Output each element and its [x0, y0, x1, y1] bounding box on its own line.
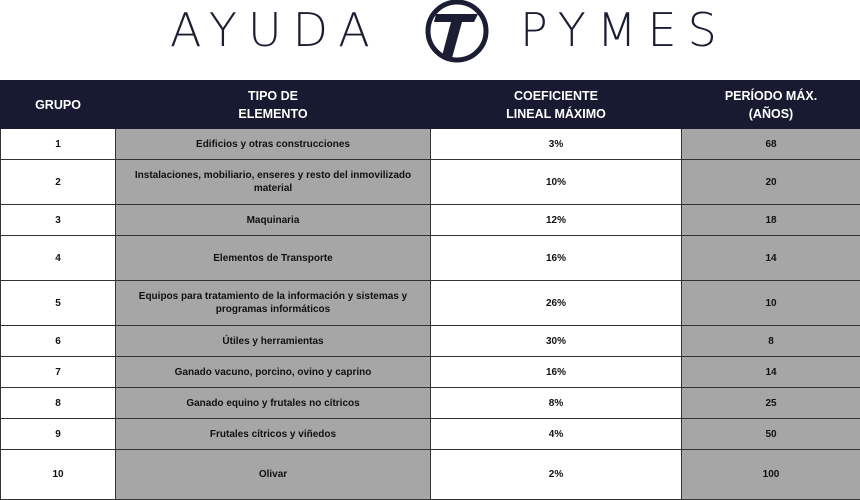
header-coeficiente: COEFICIENTE LINEAL MÁXIMO: [431, 81, 682, 129]
table-row: [1, 129, 860, 160]
cell-periodo: 14: [682, 357, 860, 388]
cell-grupo: 7: [1, 357, 116, 388]
cell-coeficiente: 16%: [431, 357, 682, 388]
cell-periodo: 18: [682, 205, 860, 236]
cell-coeficiente: 3%: [431, 129, 682, 160]
brand-name-left: AYUDA: [170, 3, 381, 57]
cell-coeficiente: 8%: [431, 388, 682, 419]
cell-tipo: Equipos para tratamiento de la información y sistemas y programas informáticos: [116, 281, 431, 326]
header-grupo: GRUPO: [1, 81, 116, 129]
cell-grupo: 10: [1, 450, 116, 500]
cell-periodo: 8: [682, 326, 860, 357]
cell-tipo: Olivar: [116, 450, 431, 500]
brand-emblem-icon: [422, 0, 492, 64]
table-row: [1, 357, 860, 388]
cell-periodo: 100: [682, 450, 860, 500]
cell-coeficiente: 10%: [431, 160, 682, 205]
cell-grupo: 1: [1, 129, 116, 160]
cell-periodo: 20: [682, 160, 860, 205]
cell-coeficiente: 4%: [431, 419, 682, 450]
cell-coeficiente: 16%: [431, 236, 682, 281]
cell-periodo: 25: [682, 388, 860, 419]
cell-tipo: Elementos de Transporte: [116, 236, 431, 281]
cell-tipo: Ganado vacuno, porcino, ovino y caprino: [116, 357, 431, 388]
cell-coeficiente: 26%: [431, 281, 682, 326]
brand-logo: [0, 0, 860, 80]
cell-grupo: 9: [1, 419, 116, 450]
cell-tipo: Útiles y herramientas: [116, 326, 431, 357]
table-row: [1, 419, 860, 450]
depreciation-table: [0, 80, 860, 500]
cell-periodo: 14: [682, 236, 860, 281]
cell-grupo: 3: [1, 205, 116, 236]
brand-name-right: PYMES: [520, 3, 728, 57]
table-row: [1, 205, 860, 236]
table-row: [1, 236, 860, 281]
cell-tipo: Ganado equino y frutales no cítricos: [116, 388, 431, 419]
cell-grupo: 8: [1, 388, 116, 419]
cell-coeficiente: 12%: [431, 205, 682, 236]
table-row: [1, 281, 860, 326]
table-row: [1, 388, 860, 419]
header-tipo: TIPO DE ELEMENTO: [116, 81, 431, 129]
table-row: [1, 326, 860, 357]
cell-coeficiente: 30%: [431, 326, 682, 357]
cell-tipo: Edificios y otras construcciones: [116, 129, 431, 160]
cell-grupo: 2: [1, 160, 116, 205]
table-row: [1, 160, 860, 205]
cell-tipo: Maquinaria: [116, 205, 431, 236]
cell-periodo: 10: [682, 281, 860, 326]
table-row: [1, 450, 860, 500]
cell-grupo: 5: [1, 281, 116, 326]
cell-grupo: 6: [1, 326, 116, 357]
header-periodo: PERÍODO MÁX. (AÑOS): [682, 81, 860, 129]
cell-coeficiente: 2%: [431, 450, 682, 500]
cell-tipo: Frutales cítricos y viñedos: [116, 419, 431, 450]
cell-periodo: 68: [682, 129, 860, 160]
cell-periodo: 50: [682, 419, 860, 450]
cell-grupo: 4: [1, 236, 116, 281]
table-header-row: [1, 81, 860, 129]
cell-tipo: Instalaciones, mobiliario, enseres y resto del inmovilizado material: [116, 160, 431, 205]
